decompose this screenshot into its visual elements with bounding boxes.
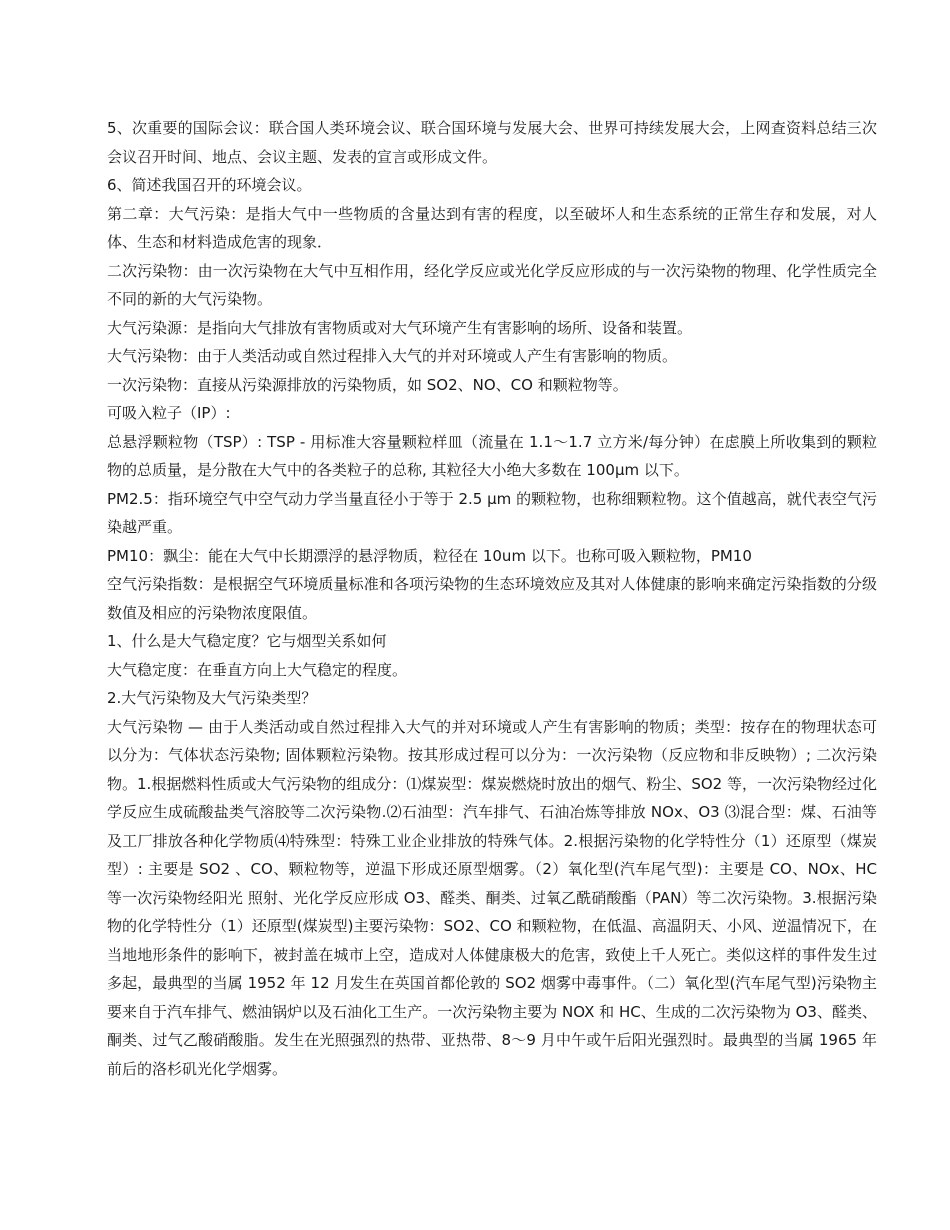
paragraph-api: 空气污染指数：是根据空气环境质量标准和各项污染物的生态环境效应及其对人体健康的影响来确定污染指数的分级数值及相应的污染物浓度限值。 (107, 575, 877, 622)
paragraph-tsp: 总悬浮颗粒物（TSP）: TSP - 用标准大容量颗粒样皿（流量在 1.1～1.7 立方米/每分钟）在虑膜上所收集到的颗粒物的总质量，是分散在大气中的各类粒子的总称, 其粒径大小绝大多数在 100μm 以下。 (107, 432, 877, 479)
paragraph-china-conferences: 6、简述我国召开的环境会议。 (107, 176, 312, 194)
paragraph-stability-definition: 大气稳定度：在垂直方向上大气稳定的程度。 (107, 660, 408, 679)
paragraph-pm25: PM2.5：指环境空气中空气动力学当量直径小于等于 2.5 μm 的颗粒物，也称细颗粒物。这个值越高，就代表空气污染越严重。 (107, 489, 877, 536)
paragraph-secondary-pollutant: 二次污染物：由一次污染物在大气中互相作用，经化学反应或光化学反应形成的与一次污染物的物理、化学性质完全不同的新的大气污染物。 (107, 261, 877, 308)
paragraph-inhalable-particles: 可吸入粒子（IP）: (107, 404, 231, 422)
paragraph-pm10: PM10：飘尘：能在大气中长期漂浮的悬浮物质，粒径在 10um 以下。也称可吸入颗粒物，PM10 (107, 546, 752, 565)
paragraph-question-stability: 1、什么是大气稳定度？它与烟型关系如何 (107, 632, 387, 650)
paragraph-question-types: 2.大气污染物及大气污染类型？ (107, 689, 317, 707)
paragraph-air-pollutant: 大气污染物：由于人类活动或自然过程排入大气的并对环境或人产生有害影响的物质。 (107, 347, 678, 365)
paragraph-air-pollution-definition: 第二章：大气污染：是指大气中一些物质的含量达到有害的程度，以至破坏人和生态系统的正常生存和发展，对人体、生态和材料造成危害的现象． (107, 204, 877, 251)
paragraph-pollution-types: 大气污染物 — 由于人类活动或自然过程排入大气的并对环境或人产生有害影响的物质；类型：按存在的物理状态可以分为：气体状态污染物; 固体颗粒污染物。按其形成过程可以分为：一次污染物（反应物和非反映物）; 二次污染物。1.根据燃料性质或大气污染物的组成分：⑴煤炭型：煤炭燃烧时放出的烟气、粉尘、SO2 等，一次污染物经过化学反应生成硫酸盐类气溶胶等二次污染物.⑵石油型：汽车排气、石油冶炼等排放 NOx、O3 ⑶混合型：煤、石油等及工厂排放各种化学物质⑷特殊型：特殊工业企业排放的特殊气体。2.根据污染物的化学特性分（1）还原型（煤炭型）: 主要是 SO2 、CO、颗粒物等，逆温下形成还原型烟雾。（2）氧化型(汽车尾气型)：主要是 CO、NOx、HC 等一次污染物经阳光 照射、光化学反应形成 O3、醛类、酮类、过氧乙酰硝酸酯（PAN）等二次污染物。3.根据污染物的化学特性分（1）还原型(煤炭型)主要污染物：SO2、CO 和颗粒物，在低温、高温阴天、小风、逆温情况下，在当地地形条件的影响下，被封盖在城市上空，造成对人体健康极大的危害，致使上千人死亡。类似这样的事件发生过多起，最典型的当属 1952 年 12 月发生在英国首都伦敦的 SO2 烟雾中毒事件。（二）氧化型(汽车尾气型)污染物主要来自于汽车排气、燃油锅炉以及石油化工生产。一次污染物主要为 NOX 和 HC、生成的二次污染物为 O3、醛类、酮类、过气乙酸硝酸脂。发生在光照强烈的热带、亚热带、8～9 月中午或午后阳光强烈时。最典型的当属 1965 年前后的洛杉矶光化学烟雾。 (107, 717, 877, 1078)
document-page (107, 114, 877, 1083)
paragraph-pollution-source: 大气污染源：是指向大气排放有害物质或对大气环境产生有害影响的场所、设备和装置。 (107, 318, 693, 337)
paragraph-conferences: 5、次重要的国际会议：联合国人类环境会议、联合国环境与发展大会、世界可持续发展大会，上网查资料总结三次会议召开时间、地点、会议主题、发表的宣言或形成文件。 (107, 119, 877, 166)
paragraph-primary-pollutant: 一次污染物：直接从污染源排放的污染物质，如 SO2、NO、CO 和颗粒物等。 (107, 375, 628, 394)
